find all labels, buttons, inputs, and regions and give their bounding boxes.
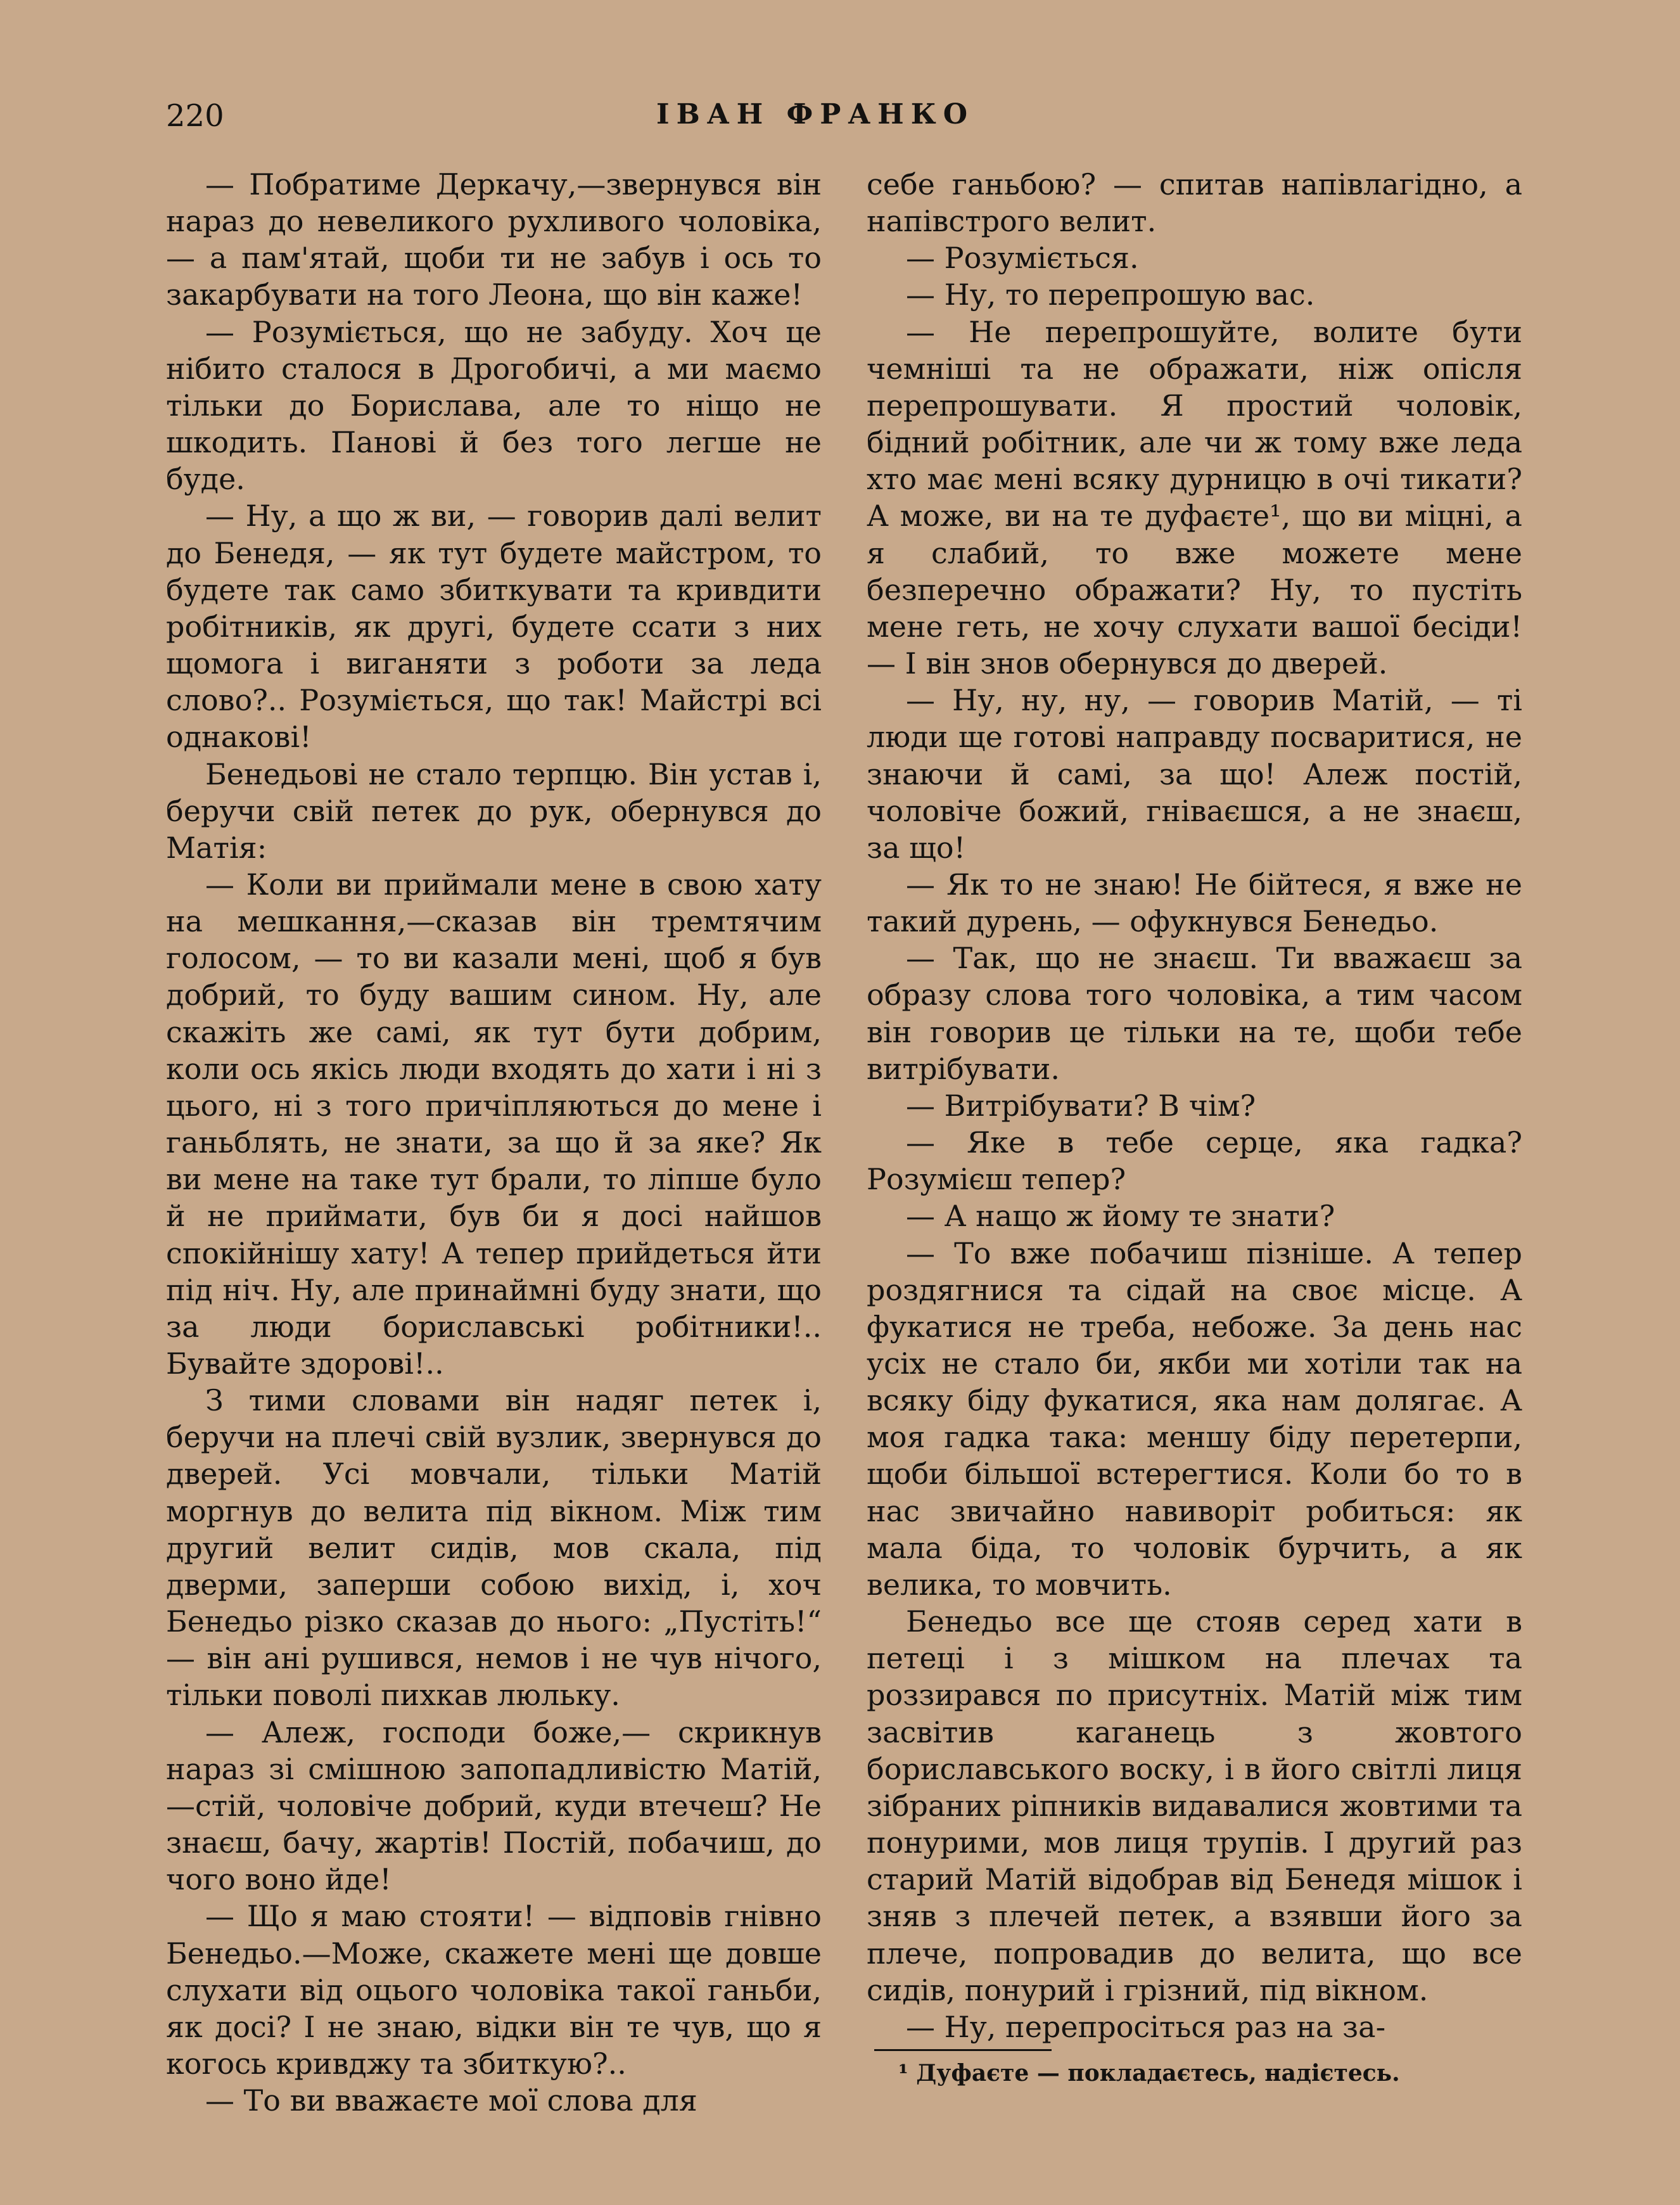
paragraph: — Як то не знаю! Не бійтеся, я вже не такий дурень, — офукнувся Бенедьо.	[867, 867, 1522, 939]
paragraph: — Так, що не знаєш. Ти вважаєш за образу слова того чоловіка, а тим часом він говорив це тільки на те, щоби тебе витрібувати.	[867, 941, 1522, 1086]
paragraph: — Розуміється, що не забуду. Хоч це нібито сталося в Дрогобичі, а ми маємо тільки до Борислава, але то ніщо не шкодить. Панові й без того легше не буде.	[166, 314, 822, 497]
paragraph: — Коли ви приймали мене в свою хату на мешкання,—сказав він тремтячим голосом, — то ви казали мені, щоб я був добрий, то буду вашим сином. Ну, але скажіть же самі, як тут бути добрим, коли ось якісь люди входять до хати і ні з цього, ні з того причіпляються до мене і ганьблять, не знати, за що й за яке? Як ви мене на таке тут брали, то ліпше було й не приймати, був би я досі найшов спокійнішу хату! А тепер прийдеться йти під ніч. Ну, але принаймні буду знати, що за люди бориславські робітники!.. Бувайте здорові!..	[166, 867, 822, 1381]
running-title: ІВАН ФРАНКО	[656, 98, 975, 131]
paragraph: З тими словами він надяг петек і, беручи на плечі свій вузлик, звернувся до дверей. Усі мовчали, тільки Матій моргнув до велита під вікном. Між тим другий велит сидів, мов скала, під дверми, заперши собою вихід, і, хоч Бенедьо різко сказав до нього: „Пустіть!“ — він ані рушився, немов і не чув нічого, тільки поволі пихкав люльку.	[166, 1383, 822, 1713]
paragraph: — Ну, то перепрошую вас.	[906, 278, 1315, 312]
paragraph: — А нащо ж йому те знати?	[906, 1199, 1335, 1234]
paragraph: — Яке в тебе серце, яка гадка? Розумієш тепер?	[867, 1125, 1522, 1197]
left-column	[166, 166, 822, 2119]
right-column	[867, 166, 1522, 2045]
paragraph: — То вже побачиш пізніше. А тепер роздягнися та сідай на своє місце. А фукатися не треба, небоже. За день нас усіх не стало би, якби ми хотіли так на всяку біду фукатися, яка нам долягає. А моя гадка така: меншу біду перетерпи, щоби більшої встерегтися. Коли бо то в нас звичайно навиворіт робиться: як мала біда, то чоловік бурчить, а як велика, то мовчить.	[867, 1236, 1522, 1602]
paragraph: — Витрібувати? В чім?	[906, 1088, 1256, 1123]
footnote-divider	[874, 2049, 1052, 2051]
paragraph: — Ну, перепросіться раз на за-	[906, 2009, 1386, 2044]
paragraph-continuation: себе ганьбою? — спитав напівлагідно, а напівстрого велит.	[867, 167, 1522, 239]
paragraph: — То ви вважаєте мої слова для	[205, 2083, 697, 2118]
paragraph: — Розуміється.	[906, 241, 1139, 276]
paragraph: — Ну, ну, ну, — говорив Матій, — ті люди ще готові направду посваритися, не знаючи й самі, за що! Алеж постій, чоловіче божий, гніваєшся, а не знаєш, за що!	[867, 683, 1522, 865]
paragraph: — Побратиме Деркачу,—звернувся він нараз до невеликого рухливого чоловіка, — а пам'ятай, щоби ти не забув і ось то закарбувати на того Леона, що він каже!	[166, 167, 822, 312]
paragraph: — Алеж, господи боже,— скрикнув нараз зі смішною запопадливістю Матій,—стій, чоловіче добрий, куди втечеш? Не знаєш, бачу, жартів! Постій, побачиш, до чого воно йде!	[166, 1715, 822, 1897]
paragraph: — Не перепрошуйте, волите бути чемніші та не ображати, ніж опісля перепрошувати. Я простий чоловік, бідний робітник, але чи ж тому вже леда хто має мені всяку дурницю в очі тикати? А може, ви на те дуфаєте¹, що ви міцні, а я слабий, то вже можете мене безперечно ображати? Ну, то пустіть мене геть, не хочу слухати вашої бесіди! — І він знов обернувся до дверей.	[867, 314, 1522, 681]
page-header	[0, 98, 1680, 143]
page-number: 220	[166, 98, 224, 134]
paragraph: Бенедьо все ще стояв серед хати в петеці і з мішком на плечах та роззирався по присутніх. Матій між тим засвітив каганець з жовтого бориславського воску, і в його світлі лиця зібраних ріпників видавалися жовтими та понурими, мов лиця трупів. І другий раз старий Матій відобрав від Бенедя мішок і зняв з плечей петек, а взявши його за плече, попровадив до велита, що все сидів, понурий і грізний, під вікном.	[867, 1604, 1522, 2007]
paragraph: — Що я маю стояти! — відповів гнівно Бенедьо.—Може, скажете мені ще довше слухати від оцього чоловіка такої ганьби, як досі? І не знаю, відки він те чув, що я когось кривджу та збиткую?..	[166, 1899, 822, 2081]
footnote: ¹ Дуфаєте — покладаєтесь, надієтесь.	[898, 2060, 1400, 2087]
paragraph: — Ну, а що ж ви, — говорив далі велит до Бенедя, — як тут будете майстром, то будете так само збиткувати та кривдити робітників, як другі, будете ссати з них щомога і виганяти з роботи за леда слово?.. Розуміється, що так! Майстрі всі однакові!	[166, 499, 822, 755]
paragraph: Бенедьові не стало терпцю. Він устав і, беручи свій петек до рук, обернувся до Матія:	[166, 757, 822, 865]
